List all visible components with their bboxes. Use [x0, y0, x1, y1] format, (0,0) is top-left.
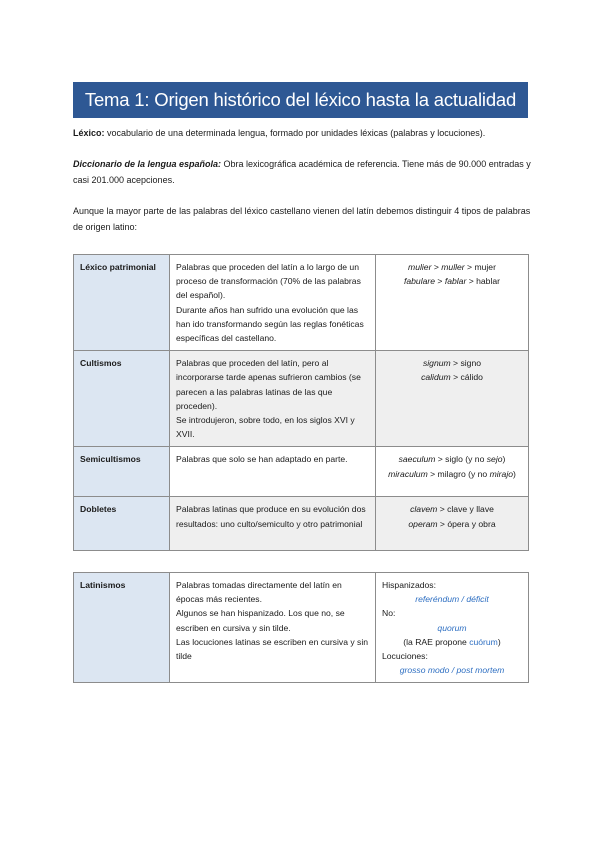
row-description	[170, 447, 376, 497]
desc-line: Algunos se han hispanizado. Los que no, se escriben en cursiva y sin tilde.	[176, 608, 345, 633]
locuciones-label: Locuciones:	[382, 651, 428, 662]
row-description	[170, 573, 376, 683]
row-term: Dobletes	[74, 497, 170, 551]
row-examples	[376, 351, 529, 447]
example-text: > mujer	[464, 262, 496, 272]
row-description	[170, 351, 376, 447]
hispanizados-examples: referéndum / déficit	[415, 594, 489, 605]
row-examples	[376, 573, 529, 683]
example-text: > ópera y obra	[437, 518, 496, 529]
latin-word: muller	[441, 262, 465, 272]
row-term: Latinismos	[74, 573, 170, 683]
table-row	[74, 573, 529, 683]
example-text: >	[431, 262, 442, 272]
lexico-definition: vocabulario de una determinada lengua, formado por unidades léxicas (palabras y locuciones).	[104, 128, 486, 138]
latin-word: operam	[408, 518, 438, 529]
hispanizados-label: Hispanizados:	[382, 580, 436, 590]
desc-line: Se introdujeron, sobre todo, en los siglos XVI y XVII.	[176, 415, 355, 440]
rae-word: cuórum	[469, 636, 498, 647]
row-description	[170, 255, 376, 351]
example-text: > milagro (y no	[427, 468, 490, 479]
desc-line: Palabras que solo se han adaptado en parte.	[176, 454, 348, 465]
latin-word: clavem	[410, 504, 438, 515]
latinismos-table	[73, 572, 529, 683]
rae-note	[382, 635, 522, 649]
latin-word: calidum	[421, 372, 451, 383]
example-text: > clave y llave	[437, 504, 494, 515]
definition-lexico	[73, 126, 533, 142]
row-term: Léxico patrimonial	[74, 255, 170, 351]
origin-types-table	[73, 254, 529, 551]
example-text: > hablar	[466, 276, 501, 287]
table-row	[74, 497, 529, 551]
table-row	[74, 447, 529, 497]
no-example: quorum	[437, 622, 467, 633]
example-text: >	[435, 276, 445, 287]
row-examples	[376, 497, 529, 551]
locuciones-examples: grosso modo / post mortem	[399, 665, 505, 676]
example-text: )	[513, 468, 516, 479]
latin-word: sejo	[486, 454, 503, 465]
desc-line: Palabras tomadas directamente del latín en épocas más recientes.	[176, 580, 342, 605]
row-term: Cultismos	[74, 351, 170, 447]
table-row	[74, 351, 529, 447]
example-line	[382, 517, 522, 531]
latin-word: mulier	[408, 262, 432, 272]
lexico-term: Léxico:	[73, 128, 105, 138]
diccionario-definition: Obra lexicográfica académica de referencia. Tiene más de 90.000 entradas y casi 201.000 acepciones.	[73, 159, 531, 185]
latin-word: fabulare	[403, 276, 436, 287]
example-line	[382, 260, 522, 274]
example-line	[382, 502, 522, 516]
row-description	[170, 497, 376, 551]
example-line	[382, 370, 522, 384]
example-text: > signo	[450, 358, 482, 369]
intro-paragraph: Aunque la mayor parte de las palabras del léxico castellano vienen del latín debemos distinguir 4 tipos de palabras de origen latino:	[73, 206, 531, 232]
example-text: > siglo (y no	[435, 454, 487, 465]
desc-line: Las locuciones latinas se escriben en cursiva y sin tilde	[176, 636, 369, 662]
example-line	[382, 467, 522, 481]
rae-suffix: )	[497, 636, 501, 647]
no-label: No:	[382, 608, 396, 619]
desc-line: Palabras latinas que produce en su evolución dos resultados: uno culto/semiculto y otro patrimonial	[176, 504, 366, 529]
latin-word: fablar	[444, 276, 467, 287]
row-term: Semicultismos	[74, 447, 170, 497]
example-line	[382, 452, 522, 466]
latin-word: signum	[422, 358, 451, 369]
desc-line: Palabras que proceden del latín, pero al incorporarse tarde apenas sufrieron cambios (se parecen a las palabras latinas de las que proceden).	[176, 358, 361, 411]
latin-word: miraculum	[388, 468, 428, 479]
rae-prefix: (la RAE propone	[403, 636, 470, 647]
example-text: )	[502, 454, 506, 465]
diccionario-term: Diccionario de la lengua española:	[73, 159, 222, 169]
page-title: Tema 1: Origen histórico del léxico hasta la actualidad	[73, 82, 528, 118]
example-text: > cálido	[450, 372, 483, 383]
row-examples	[376, 447, 529, 497]
definition-diccionario	[73, 157, 533, 188]
desc-line: Durante años han sufrido una evolución que las han ido transformando según las reglas fonéticas específicas del castellano.	[176, 304, 364, 344]
table-row	[74, 255, 529, 351]
latin-word: mirajo	[489, 468, 514, 479]
latin-word: saeculum	[398, 454, 436, 465]
example-line	[382, 356, 522, 370]
desc-line: Palabras que proceden del latín a lo largo de un proceso de transformación (70% de las palabras del español).	[176, 262, 361, 301]
row-examples	[376, 255, 529, 351]
example-line	[382, 274, 522, 288]
